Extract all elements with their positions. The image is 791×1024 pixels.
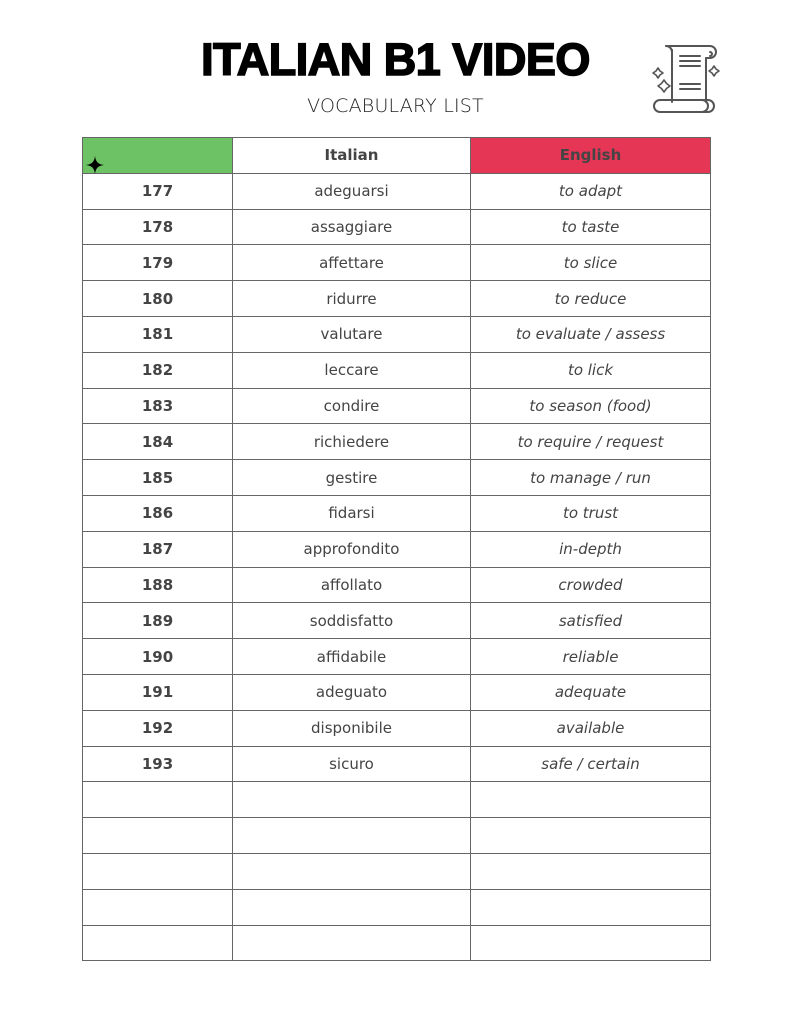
sparkle-icon [86,156,104,174]
table-row [83,245,711,281]
italian-word: soddisfatto [233,603,471,639]
italian-word: leccare [233,352,471,388]
english-translation: available [471,710,711,746]
row-number: 178 [83,209,233,245]
italian-word [233,853,471,889]
table-row [83,603,711,639]
italian-word: richiedere [233,424,471,460]
row-number: 181 [83,316,233,352]
english-translation [471,818,711,854]
table-row [83,316,711,352]
page-subtitle: VOCABULARY LIST [307,95,484,117]
italian-word: gestire [233,460,471,496]
italian-word [233,818,471,854]
table-row [83,460,711,496]
italian-word [233,889,471,925]
italian-word: assaggiare [233,209,471,245]
row-number: 191 [83,674,233,710]
english-translation: adequate [471,674,711,710]
italian-word: condire [233,388,471,424]
table-row [83,889,711,925]
header-italian: Italian [233,138,471,174]
page-title: ITALIAN B1 VIDEO [201,34,590,85]
italian-word: ridurre [233,281,471,317]
english-translation [471,889,711,925]
english-translation: reliable [471,639,711,675]
row-number: 182 [83,352,233,388]
table-row [83,388,711,424]
english-translation: satisfied [471,603,711,639]
table-row [83,495,711,531]
english-translation: to lick [471,352,711,388]
header-number-column [83,138,233,174]
table-row [83,746,711,782]
english-translation: to require / request [471,424,711,460]
english-translation: to adapt [471,173,711,209]
row-number [83,818,233,854]
italian-word [233,782,471,818]
table-row [83,853,711,889]
row-number: 190 [83,639,233,675]
table-row [83,925,711,961]
english-translation [471,853,711,889]
header-english: English [471,138,711,174]
row-number [83,889,233,925]
table-row [83,818,711,854]
english-translation: in-depth [471,531,711,567]
row-number: 189 [83,603,233,639]
english-translation [471,925,711,961]
italian-word: approfondito [233,531,471,567]
english-translation: to evaluate / assess [471,316,711,352]
row-number [83,925,233,961]
row-number: 192 [83,710,233,746]
italian-word: affettare [233,245,471,281]
table-row [83,209,711,245]
table-row [83,173,711,209]
italian-word: adeguarsi [233,173,471,209]
italian-word: affollato [233,567,471,603]
table-row [83,424,711,460]
row-number: 185 [83,460,233,496]
english-translation: to trust [471,495,711,531]
english-translation: to season (food) [471,388,711,424]
english-translation: to manage / run [471,460,711,496]
row-number: 193 [83,746,233,782]
table-row [83,674,711,710]
english-translation: to taste [471,209,711,245]
vocabulary-table [82,137,711,961]
row-number: 188 [83,567,233,603]
english-translation: to slice [471,245,711,281]
row-number: 179 [83,245,233,281]
table-row [83,710,711,746]
row-number: 180 [83,281,233,317]
row-number: 187 [83,531,233,567]
table-header-row [83,138,711,174]
italian-word: adeguato [233,674,471,710]
row-number: 184 [83,424,233,460]
table-row [83,567,711,603]
table-row [83,639,711,675]
row-number [83,853,233,889]
italian-word: sicuro [233,746,471,782]
italian-word [233,925,471,961]
table-row [83,281,711,317]
italian-word: fidarsi [233,495,471,531]
italian-word: valutare [233,316,471,352]
table-row [83,352,711,388]
row-number: 177 [83,173,233,209]
italian-word: disponibile [233,710,471,746]
table-row [83,531,711,567]
row-number: 183 [83,388,233,424]
english-translation: crowded [471,567,711,603]
english-translation: to reduce [471,281,711,317]
row-number: 186 [83,495,233,531]
italian-word: affidabile [233,639,471,675]
scroll-icon [650,40,722,116]
table-row [83,782,711,818]
english-translation [471,782,711,818]
row-number [83,782,233,818]
english-translation: safe / certain [471,746,711,782]
